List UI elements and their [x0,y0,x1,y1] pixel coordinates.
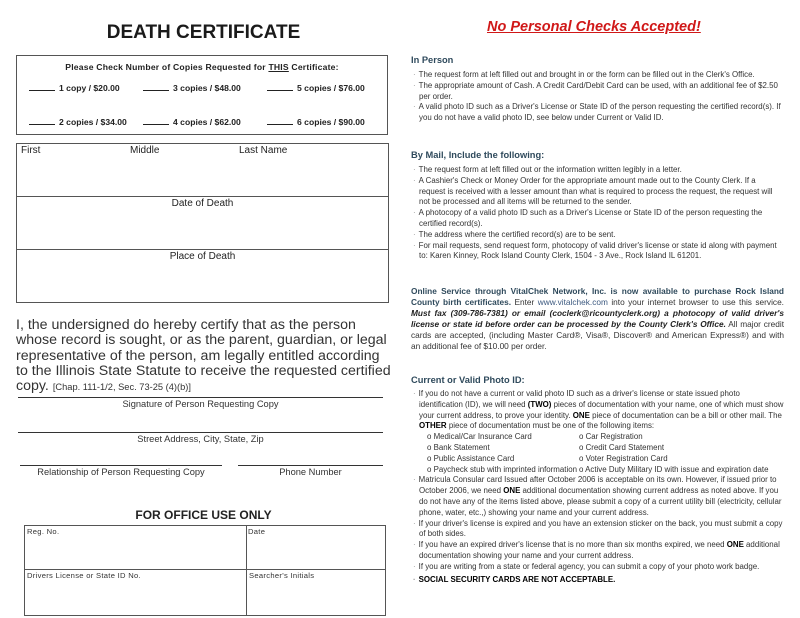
emphasis: ONE [503,486,521,496]
copy-option-label: 1 copy / $20.00 [59,83,120,93]
list-item-text: A valid photo ID such as a Driver's License or State ID of the person requesting the certified record(s). If you do not have a valid photo ID, see below under Current or Valid ID. [418,102,781,123]
emphasis: ONE [726,540,744,550]
divider [17,196,388,197]
check-blank[interactable] [29,90,55,91]
copy-option-1[interactable] [29,83,120,93]
emphasis: ONE [572,410,590,420]
photo-id-list [411,389,784,585]
signature-label: Signature of Person Requesting Copy [122,399,279,409]
online-service-paragraph [411,286,784,352]
list-item: · A valid photo ID such as a Driver's License or State ID of the person requesting the certified record(s). If you do not have a valid photo ID, see below under Current or Valid ID. [413,102,781,123]
list-item: · SOCIAL SECURITY CARDS ARE NOT ACCEPTABLE. [413,574,616,584]
document-item: o Medical/Car Insurance Card [427,432,532,442]
online-text: Enter [511,297,538,307]
certify-text: I, the undersigned do hereby certify that as the person whose record is sought, or as the parent, guardian, or legal representative of the person, am legally entitled according to the Illinois State Statute to receive the requested certified copy. [16,317,391,395]
text: If your driver's license is expired and you have an extension sticker on the back, you must submit a copy of both sides. [418,518,783,539]
copy-option-5[interactable] [267,83,365,93]
document-item: o Active Duty Military ID with issue and expiration date [579,464,769,474]
by-mail-list [411,165,784,262]
phone-line[interactable] [238,465,383,466]
list-item: · If you do not have a current or valid photo ID such as a driver's license or state issued photo identification (ID), we will need (TWO) pieces of documentation with your name, one of which must show your current address, to prove your identity. ONE piece of documentation can be a bill or other mail. The OTHER piece of documentation must be one of the following items: [413,389,784,431]
license-no-field: Drivers License or State ID No. [27,571,141,580]
copy-option-6[interactable] [267,117,365,127]
list-item-text: A Cashier's Check or Money Order for the appropriate amount made out to the County Clerk. If a request is received with a lesser amount than what is required to process the request, the request will not be processed and all items will be returned to the sender. [418,175,773,207]
list-item-text: The request form at left filled out or the information written legibly in a letter. [418,165,682,174]
list-item: · Matricula Consular card Issued after October 2006 is acceptable on its own. However, if issued prior to October 2006, we need ONE additional documentation showing current address as noted above. If you do not have any of the items listed above, please submit a copy of a current utility bill (electricity, cellular phone, water, etc.,) showing your name and your current address. [413,475,782,517]
text: If you are writing from a state or federal agency, you can submit a copy of your photo work badge. [418,561,760,571]
list-item-text: The request form at left filled out and brought in or the form can be filled out in the Clerk's Office. [418,70,755,79]
list-item-text: For mail requests, send request form, photocopy of valid driver's license or state id along with payment to: Karen Kinney, Rock Island County Clerk, 1504 - 3 Ave., Rock Island IL 61201. [418,240,777,261]
relationship-line[interactable] [20,465,222,466]
document-item: o Voter Registration Card [579,453,668,463]
text: If you have an expired driver's license that is no more than six months expired, we need [418,540,727,550]
office-use-table [24,525,386,616]
copies-header-end: Certificate: [288,62,339,72]
acceptable-documents-list [411,432,784,475]
list-item-text: The appropriate amount of Cash. A Credit Card/Debit Card can be used, with an additional fee of $2.50 per order. [418,80,778,101]
signature-line[interactable] [18,397,383,398]
office-use-title: FOR OFFICE USE ONLY [135,508,272,522]
list-item: · The request form at left filled out or the information written legibly in a letter. [413,165,682,174]
text: additional documentation showing your name and your current address. [419,540,780,560]
reg-no-field: Reg. No. [27,527,60,536]
online-lead: Online Service through VitalChek Network, Inc. is now available to purchase Rock Island County birth certificates. [411,286,784,307]
text: piece of documentation must be one of the following items: [446,421,655,431]
photo-id-heading: Current or Valid Photo ID: [411,375,525,385]
by-mail-heading: By Mail, Include the following: [411,150,545,160]
relationship-label: Relationship of Person Requesting Copy [37,467,205,477]
copies-box [16,55,388,135]
address-label: Street Address, City, State, Zip [137,434,264,444]
check-blank[interactable] [267,90,293,91]
no-checks-warning: No Personal Checks Accepted! [487,19,701,35]
decedent-info-box [16,143,389,303]
searcher-initials-field: Searcher's Initials [249,571,315,580]
list-item-text: The address where the certified record(s) are to be sent. [418,229,616,239]
list-item: · The address where the certified record(s) are to be sent. [413,229,616,239]
text: piece of documentation can be a bill or other mail. The [589,410,782,420]
ssn-not-acceptable: SOCIAL SECURITY CARDS ARE NOT ACCEPTABLE. [418,574,616,584]
last-name-field[interactable]: Last Name [239,145,288,156]
list-item: · A Cashier's Check or Money Order for the appropriate amount made out to the County Clerk. If a request is received with a lesser amount than what is required to process the request, the request will not be processed and all items will be returned to the sender. [413,175,773,207]
check-blank[interactable] [143,124,169,125]
text: If you do not have a current or valid photo ID such as a driver's license or state issued photo identification (ID), we will need [418,389,740,409]
copy-option-label: 4 copies / $62.00 [173,117,241,127]
text: pieces of documentation with your name, one of which must show your current address, to prove your identity. [419,399,784,420]
document-item: o Paycheck stub with imprinted information [427,464,577,474]
copy-option-label: 2 copies / $34.00 [59,117,127,127]
list-item-text: A photocopy of a valid photo ID such as a Driver's License or State ID of the person requesting the certified record(s). [418,208,763,228]
text: additional documentation showing current address as noted above. If you do not have any of the items listed above, please submit a copy of a current utility bill (electricity, cellular phone, water, etc.,) showing your name and your current address. [419,486,782,517]
divider [246,526,247,615]
list-item: · For mail requests, send request form, photocopy of valid driver's license or state id along with payment to: Karen Kinney, Rock Island County Clerk, 1504 - 3 Ave., Rock Island IL 61201. [413,240,777,261]
list-item: · The appropriate amount of Cash. A Credit Card/Debit Card can be used, with an additional fee of $2.50 per order. [413,80,778,101]
divider [17,249,388,250]
document-item: o Public Assistance Card [427,453,515,463]
place-of-death-field[interactable]: Place of Death [169,251,236,262]
copy-option-label: 5 copies / $76.00 [297,83,365,93]
list-item: · A photocopy of a valid photo ID such as a Driver's License or State ID of the person requesting the certified record(s). [413,208,763,228]
document-item: o Bank Statement [427,442,490,452]
first-name-field[interactable]: First [21,145,41,156]
date-field: Date [248,527,266,536]
copy-option-3[interactable] [143,83,241,93]
check-blank[interactable] [143,90,169,91]
emphasis: OTHER [419,421,447,431]
divider [25,569,385,570]
document-item: o Credit Card Statement [579,442,665,452]
copies-header-this: THIS [268,62,289,72]
list-item: · If you have an expired driver's license that is no more than six months expired, we need ONE additional documentation showing your name and your current address. [413,540,780,560]
statute-citation: [Chap. 111-1/2, Sec. 73-25 (4)(b)] [52,382,191,393]
copy-option-2[interactable] [29,117,127,127]
phone-label: Phone Number [279,467,342,477]
emphasis: (TWO) [527,399,552,409]
copy-option-label: 3 copies / $48.00 [173,83,241,93]
list-item: · The request form at left filled out and brought in or the form can be filled out in the Clerk's Office. [413,70,755,79]
in-person-list [411,70,784,124]
certification-statement [16,318,391,395]
fax-email-requirement: Must fax (309-786-7381) or email (coclerk@ricountyclerk.org) a photocopy of valid driver's license or state id before order can be processed by the County Clerk's Office. [411,308,784,329]
page-title: DEATH CERTIFICATE [106,22,301,43]
list-item: · If your driver's license is expired and you have an extension sticker on the back, you must submit a copy of both sides. [413,518,783,539]
copies-header [17,62,387,72]
text: Matricula Consular card Issued after October 2006 is acceptable on its own. However, if issued prior to October 2006, we need [418,475,777,496]
check-blank[interactable] [267,124,293,125]
vitalchek-link[interactable]: www.vitalchek.com [537,297,608,307]
copies-header-text: Please Check Number of Copies Requested for [65,62,269,72]
online-text: All major credit cards are accepted, (including Master Card®, Visa®, Discover® and American Express®) and with an additional fee of $10.00 per order. [411,319,785,351]
middle-name-field[interactable]: Middle [130,145,160,156]
in-person-heading: In Person [411,55,454,65]
date-of-death-field[interactable]: Date of Death [171,198,234,209]
online-text: into your internet browser to use this service. [607,297,784,307]
copy-option-label: 6 copies / $90.00 [297,117,365,127]
copy-option-4[interactable] [143,117,241,127]
list-item: · If you are writing from a state or federal agency, you can submit a copy of your photo work badge. [413,561,760,571]
address-line[interactable] [18,432,383,433]
check-blank[interactable] [29,124,55,125]
document-item: o Car Registration [579,432,643,442]
